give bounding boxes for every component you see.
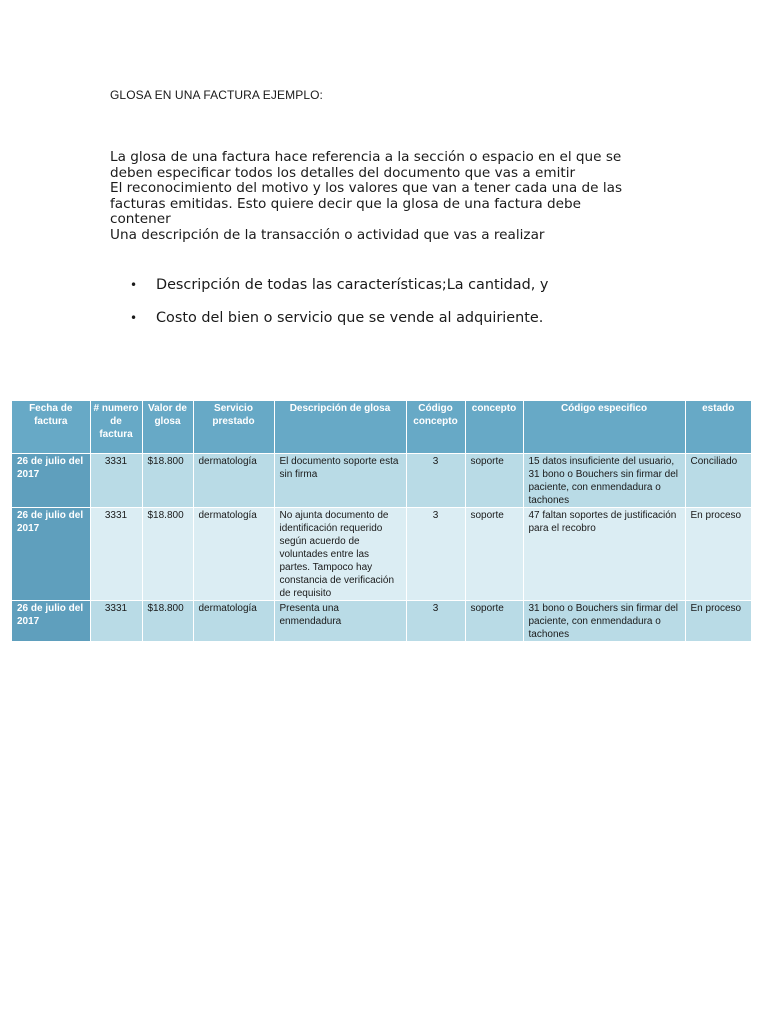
cell-fecha: 26 de julio del 2017: [12, 508, 90, 601]
paragraph-line: Una descripción de la transacción o actividad que vas a realizar: [110, 226, 545, 243]
glosa-table: [12, 401, 751, 641]
table-row: [12, 508, 751, 601]
page-heading: GLOSA EN UNA FACTURA EJEMPLO:: [110, 88, 323, 102]
paragraph-line: El reconocimiento del motivo y los valores que van a tener cada una de las: [110, 180, 623, 197]
cell-servicio: dermatología: [193, 508, 274, 601]
cell-codigo-concepto: 3: [406, 508, 465, 601]
cell-concepto: soporte: [465, 601, 523, 642]
bullet-item: [130, 276, 690, 309]
bullet-dot-icon: •: [130, 311, 138, 325]
cell-descripcion: Presenta una enmendadura: [274, 601, 406, 642]
cell-fecha: 26 de julio del 2017: [12, 601, 90, 642]
cell-concepto: soporte: [465, 454, 523, 508]
cell-valor: $18.800: [142, 601, 193, 642]
paragraph-line: facturas emitidas. Esto quiere decir que la glosa de una factura debe: [110, 195, 581, 212]
cell-descripcion: El documento soporte esta sin firma: [274, 454, 406, 508]
cell-numero: 3331: [90, 601, 142, 642]
paragraph-line: deben especificar todos los detalles del documento que vas a emitir: [110, 164, 576, 181]
cell-fecha: 26 de julio del 2017: [12, 454, 90, 508]
column-header: concepto: [465, 401, 523, 454]
table-header-row: [12, 401, 751, 454]
column-header: Servicio prestado: [193, 401, 274, 454]
cell-estado: En proceso: [685, 601, 751, 642]
column-header: Código concepto: [406, 401, 465, 454]
cell-numero: 3331: [90, 454, 142, 508]
bullet-list: [130, 276, 690, 342]
cell-codigo-especifico: 47 faltan soportes de justificación para el recobro: [523, 508, 685, 601]
cell-valor: $18.800: [142, 508, 193, 601]
cell-codigo-especifico: 31 bono o Bouchers sin firmar del paciente, con enmendadura o tachones: [523, 601, 685, 642]
paragraph-line: La glosa de una factura hace referencia a la sección o espacio en el que se: [110, 149, 622, 165]
column-header: estado: [685, 401, 751, 454]
column-header: Código especifico: [523, 401, 685, 454]
column-header: Valor de glosa: [142, 401, 193, 454]
cell-valor: $18.800: [142, 454, 193, 508]
column-header: Fecha de factura: [12, 401, 90, 454]
cell-codigo-especifico: 15 datos insuficiente del usuario, 31 bono o Bouchers sin firmar del paciente, con enmendadura o tachones: [523, 454, 685, 508]
cell-concepto: soporte: [465, 508, 523, 601]
cell-servicio: dermatología: [193, 601, 274, 642]
bullet-item: [130, 309, 690, 342]
table-row: [12, 454, 751, 508]
bullet-dot-icon: •: [130, 278, 138, 292]
cell-codigo-concepto: 3: [406, 454, 465, 508]
bullet-text: Descripción de todas las características;La cantidad, y: [156, 277, 549, 293]
cell-descripcion: No ajunta documento de identificación requerido según acuerdo de voluntades entre las partes. Tampoco hay constancia de verificación de requisito: [274, 508, 406, 601]
cell-codigo-concepto: 3: [406, 601, 465, 642]
cell-numero: 3331: [90, 508, 142, 601]
intro-paragraph: [110, 150, 670, 244]
column-header: Descripción de glosa: [274, 401, 406, 454]
bullet-text: Costo del bien o servicio que se vende al adquiriente.: [156, 310, 544, 326]
column-header: # numero de factura: [90, 401, 142, 454]
table-row: [12, 601, 751, 642]
cell-estado: Conciliado: [685, 454, 751, 508]
paragraph-line: contener: [110, 211, 171, 228]
cell-servicio: dermatología: [193, 454, 274, 508]
cell-estado: En proceso: [685, 508, 751, 601]
